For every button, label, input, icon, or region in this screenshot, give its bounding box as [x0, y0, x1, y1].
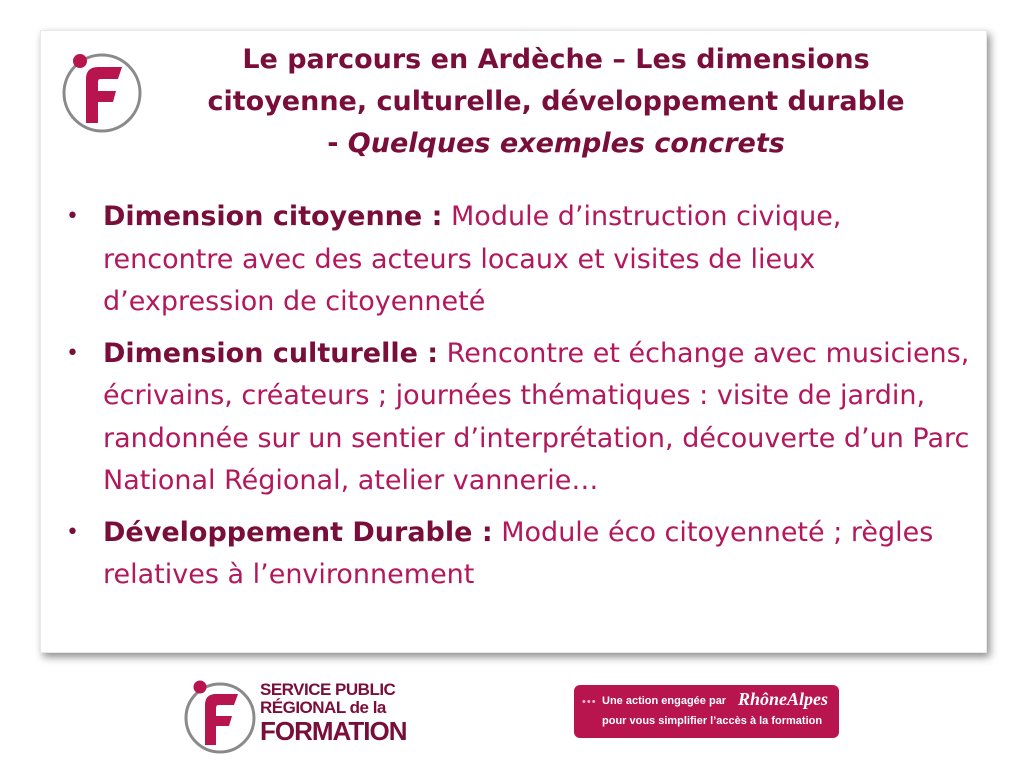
title-line-2: citoyenne, culturelle, développement durable	[207, 86, 905, 117]
spr-line-3: FORMATION	[260, 716, 407, 746]
bullet-term: Dimension citoyenne :	[103, 201, 443, 232]
bullet-term: Développement Durable :	[103, 516, 493, 548]
service-public-text	[260, 681, 407, 745]
title-line-3-italic: Quelques exemples concrets	[347, 128, 785, 159]
bullet-dot-icon: •	[66, 519, 79, 545]
slide-card	[40, 30, 987, 653]
bullet-term: Dimension culturelle :	[103, 337, 439, 369]
title-line-1: Le parcours en Ardèche – Les dimensions	[242, 44, 870, 75]
bullet-list	[66, 196, 971, 606]
title-line-3-prefix: -	[327, 128, 348, 159]
bullet-dot-icon: •	[66, 204, 79, 229]
f-logo-icon	[56, 43, 148, 135]
badge-line-2: pour vous simplifier l’accès à la formation	[602, 715, 823, 727]
service-public-logo	[178, 672, 418, 756]
badge-brand: RhôneAlpes	[738, 689, 829, 709]
f-logo-icon	[178, 672, 262, 756]
bullet-text: Module d’instruction civique, rencontre avec des acteurs locaux et visites de lieux d’expression de citoyenneté	[103, 201, 842, 317]
bullet-item-citoyenne	[66, 196, 971, 324]
bullet-item-durable	[66, 512, 971, 597]
spr-line-2: RÉGIONAL de la	[260, 698, 386, 717]
bullet-text: Rencontre et échange avec musiciens, écrivains, créateurs ; journées thématiques : visite de jardin, randonnée sur un sentier d’interprétation, découverte d’un Parc National Régional, atelier vannerie…	[103, 337, 970, 496]
bullet-text: Module éco citoyenneté ; règles relatives à l’environnement	[103, 516, 934, 590]
bullet-dot-icon: •	[66, 340, 79, 366]
spr-line-1: SERVICE PUBLIC	[260, 680, 396, 699]
slide-title	[161, 39, 951, 165]
rhone-alpes-badge	[574, 685, 839, 738]
dots-icon: •••	[582, 696, 597, 708]
bullet-item-culturelle	[66, 333, 971, 503]
title-line-3	[161, 123, 951, 165]
badge-line-1: Une action engagée par	[602, 695, 727, 707]
